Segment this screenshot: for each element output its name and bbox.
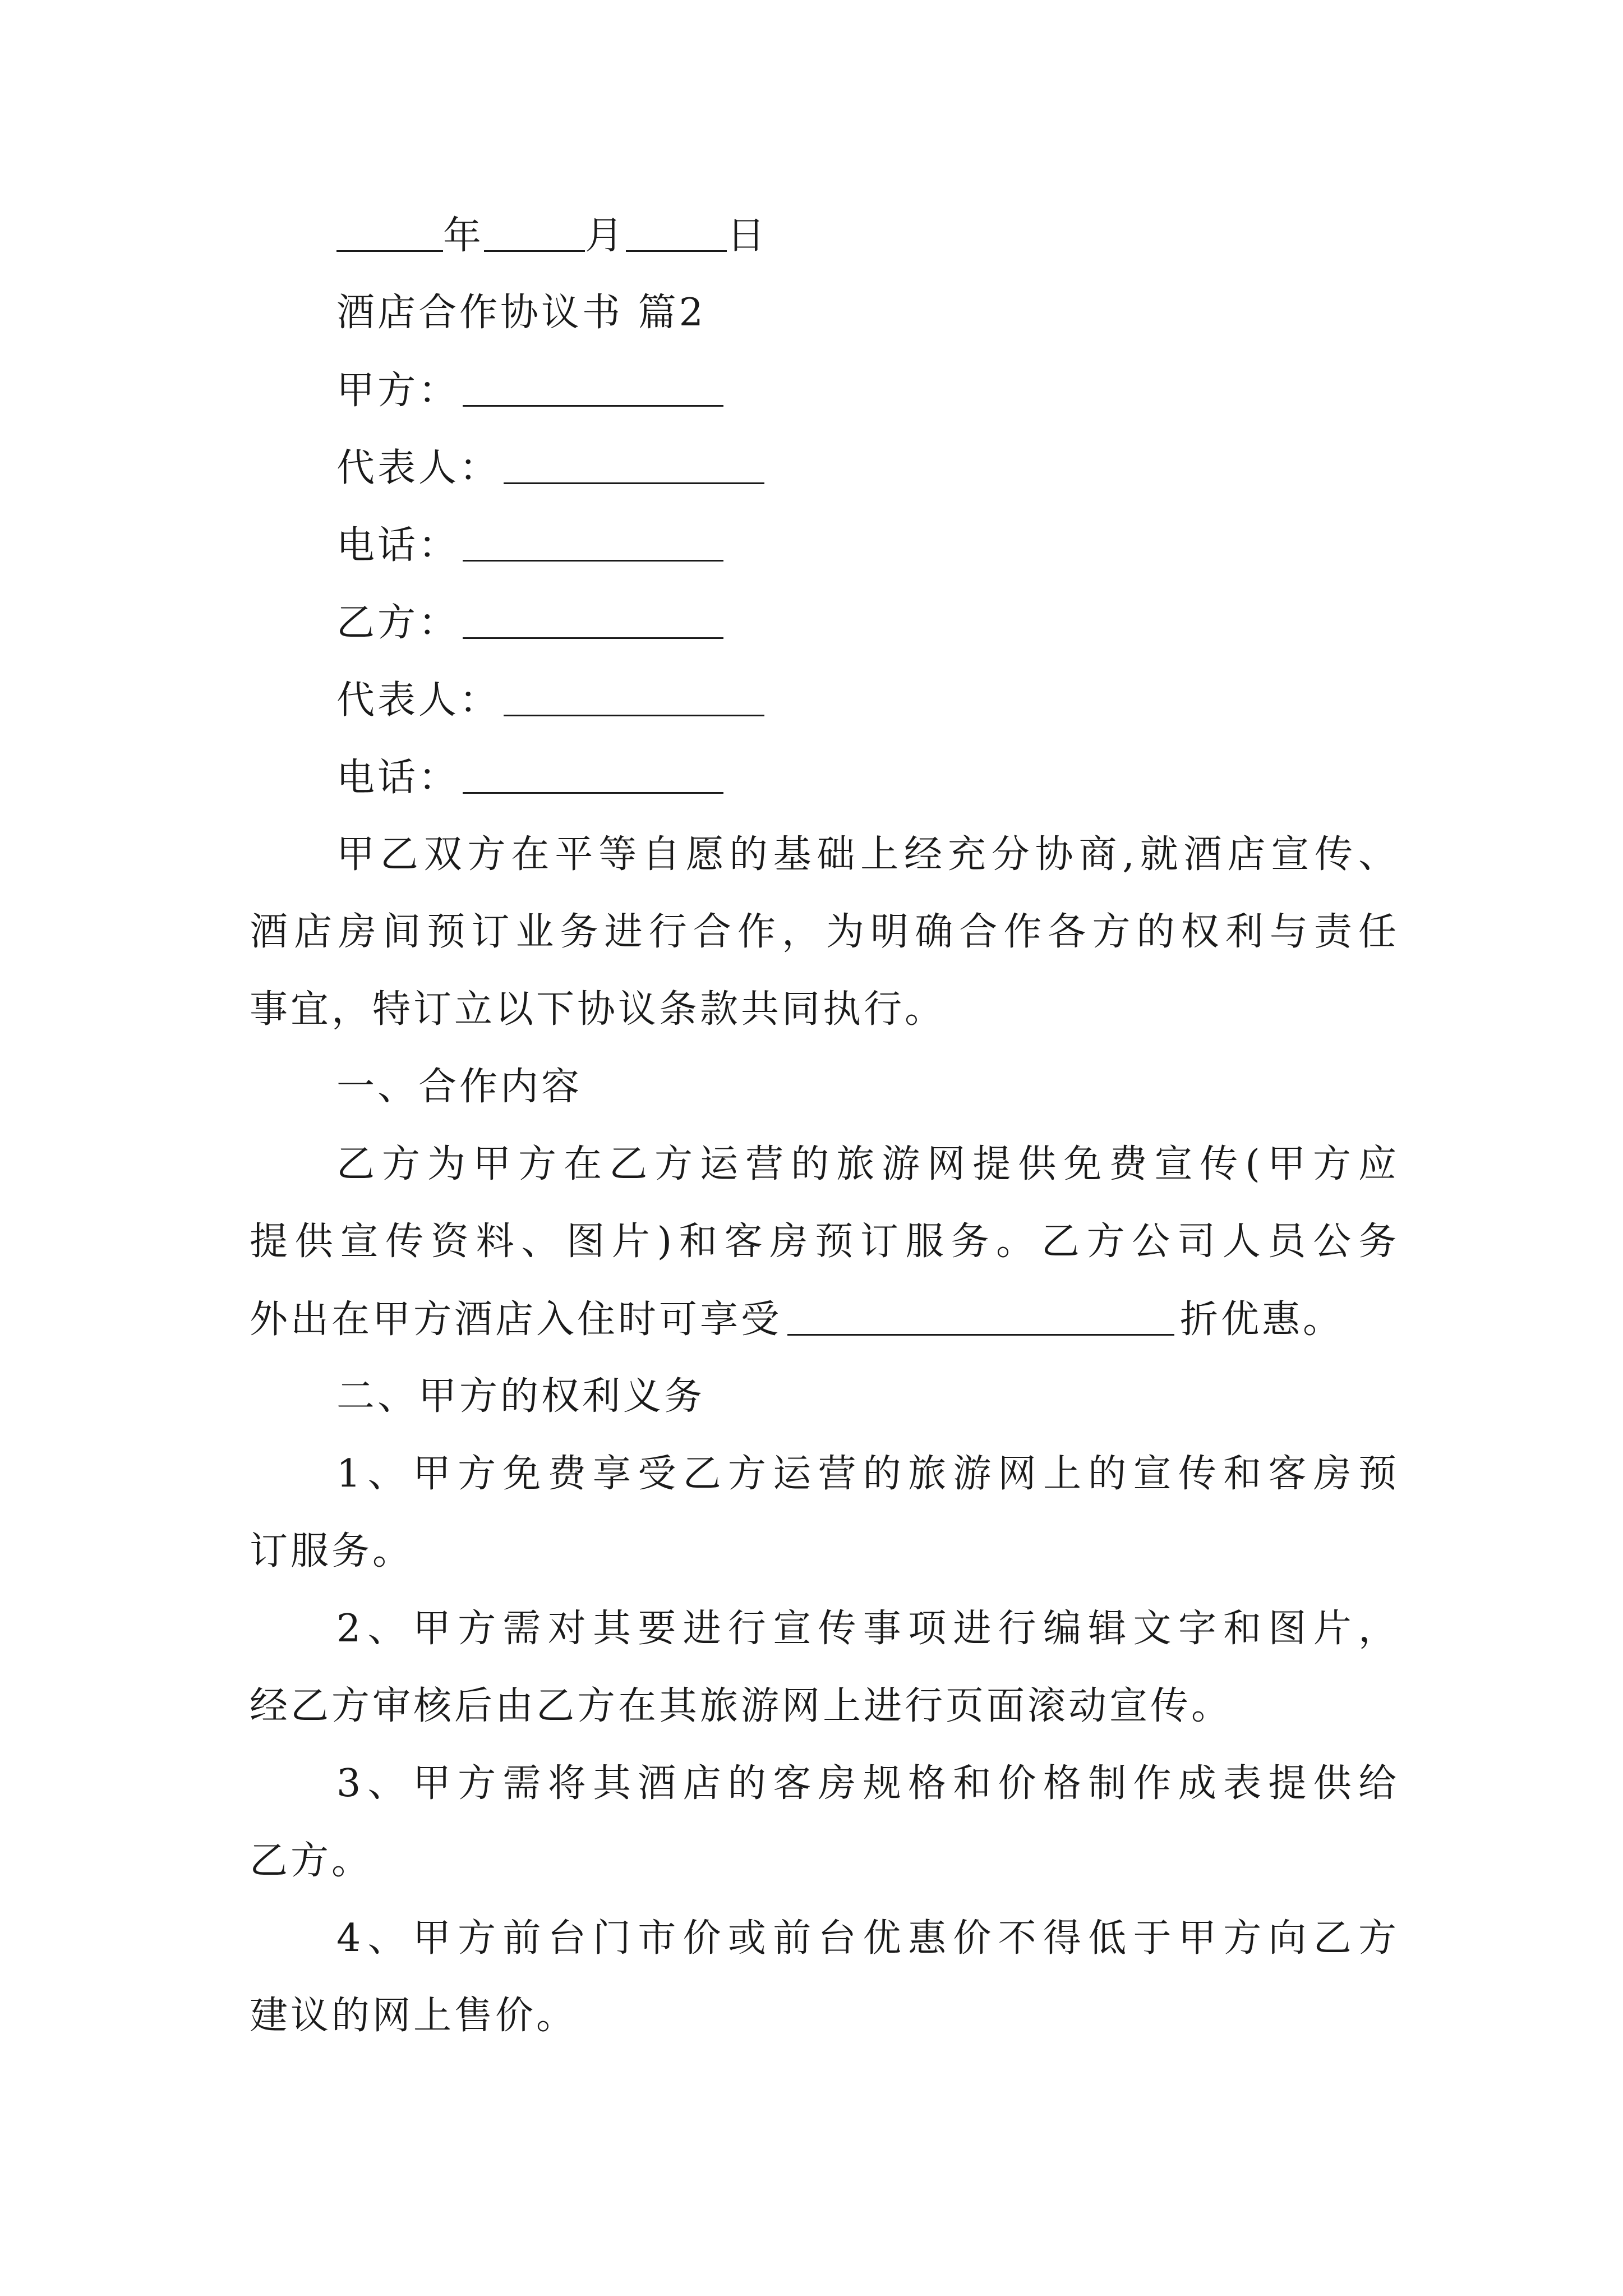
section-1-line-3 bbox=[250, 1291, 1344, 1348]
party-b-phone-label: 电话： bbox=[336, 756, 460, 800]
party-b-phone-field bbox=[336, 749, 723, 806]
date-line bbox=[336, 208, 768, 264]
party-a-phone-blank bbox=[463, 521, 723, 562]
section-2-heading: 二、甲方的权利义务 bbox=[336, 1374, 706, 1419]
section-2-item-4-line-2: 建议的网上售价。 bbox=[250, 1994, 578, 2038]
party-a-rep-field bbox=[336, 440, 764, 496]
party-a-rep-blank bbox=[504, 443, 764, 484]
section-1-heading: 一、合作内容 bbox=[336, 1065, 583, 1109]
section-1-line-2: 提供宣传资料、图片)和客房预订服务。乙方公司人员公务 bbox=[250, 1220, 1399, 1264]
discount-text-before: 外出在甲方酒店入住时可享受 bbox=[250, 1297, 782, 1342]
party-b-rep-label: 代表人： bbox=[336, 678, 501, 723]
intro-line-1: 甲乙双方在平等自愿的基础上经充分协商,就酒店宣传、 bbox=[336, 832, 1399, 877]
party-b-rep-field bbox=[336, 672, 764, 729]
day-blank bbox=[626, 211, 727, 252]
party-b-rep-blank bbox=[504, 675, 764, 716]
intro-line-3: 事宜，特订立以下协议条款共同执行。 bbox=[250, 987, 946, 1032]
discount-blank bbox=[787, 1295, 1174, 1336]
party-a-field bbox=[336, 362, 723, 419]
intro-line-2: 酒店房间预订业务进行合作，为明确合作各方的权利与责任 bbox=[250, 910, 1399, 954]
party-a-blank bbox=[463, 366, 723, 407]
discount-text-after: 折优惠。 bbox=[1180, 1297, 1344, 1342]
party-b-phone-blank bbox=[463, 753, 723, 794]
section-1-line-1: 乙方为甲方在乙方运营的旅游网提供免费宣传(甲方应 bbox=[336, 1142, 1399, 1186]
section-2-item-2-line-2: 经乙方审核后由乙方在其旅游网上进行页面滚动宣传。 bbox=[250, 1684, 1233, 1728]
party-a-label: 甲方： bbox=[336, 369, 460, 413]
month-blank bbox=[484, 211, 585, 252]
party-b-label: 乙方： bbox=[336, 601, 460, 645]
party-b-field bbox=[336, 595, 723, 651]
section-2-item-3-line-2: 乙方。 bbox=[250, 1839, 373, 1883]
party-a-rep-label: 代表人： bbox=[336, 446, 501, 490]
party-a-phone-field bbox=[336, 517, 723, 574]
month-label: 月 bbox=[585, 214, 626, 258]
section-2-item-1-line-2: 订服务。 bbox=[250, 1529, 414, 1573]
section-2-item-3-line-1: 3、甲方需将其酒店的客房规格和价格制作成表提供给 bbox=[336, 1761, 1399, 1806]
party-b-blank bbox=[463, 598, 723, 639]
document-title: 酒店合作协议书 篇2 bbox=[336, 291, 706, 335]
year-blank bbox=[336, 211, 443, 252]
day-label: 日 bbox=[727, 214, 768, 258]
party-a-phone-label: 电话： bbox=[336, 523, 460, 568]
section-2-item-4-line-1: 4、甲方前台门市价或前台优惠价不得低于甲方向乙方 bbox=[336, 1916, 1399, 1961]
section-2-item-1-line-1: 1、甲方免费享受乙方运营的旅游网上的宣传和客房预 bbox=[336, 1452, 1399, 1496]
year-label: 年 bbox=[443, 214, 485, 258]
section-2-item-2-line-1: 2、甲方需对其要进行宣传事项进行编辑文字和图片， bbox=[336, 1607, 1399, 1651]
